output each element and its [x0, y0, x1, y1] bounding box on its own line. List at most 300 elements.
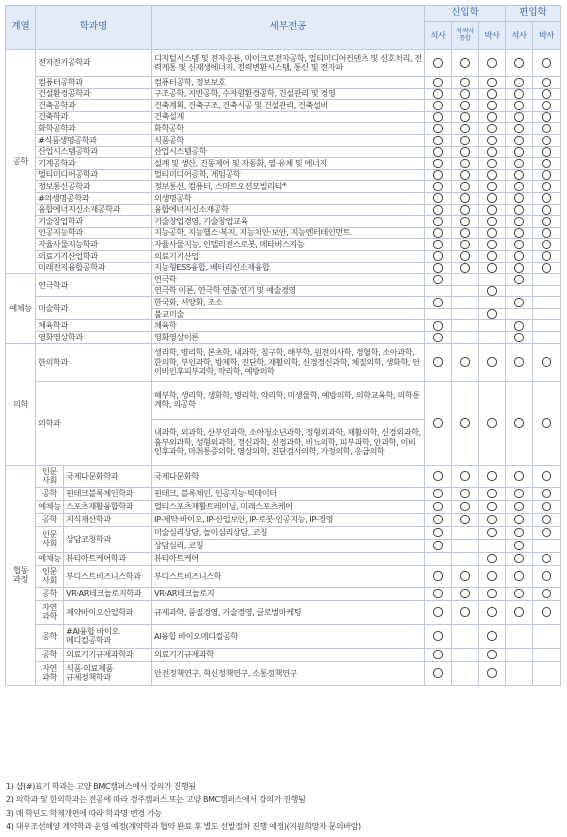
circle-mark-icon — [460, 571, 470, 581]
circle-mark-icon — [487, 528, 497, 538]
detail-cell: 의료기기규제과학 — [152, 648, 425, 661]
circle-mark-icon — [433, 124, 443, 134]
circle-mark-icon — [542, 263, 552, 273]
table-row — [6, 123, 561, 135]
category-cell: 공학 — [6, 50, 36, 274]
circle-mark-icon — [487, 89, 497, 99]
availability-cell — [452, 297, 479, 309]
availability-cell — [479, 285, 506, 297]
availability-cell — [533, 181, 561, 193]
circle-mark-icon — [514, 136, 524, 146]
availability-cell — [425, 88, 452, 100]
availability-cell — [533, 600, 561, 624]
circle-mark-icon — [460, 589, 470, 599]
table-row — [6, 250, 561, 262]
availability-cell — [425, 181, 452, 193]
major-cell: 건설환경공학과 — [36, 88, 152, 100]
availability-cell — [506, 146, 533, 158]
availability-cell — [425, 500, 452, 513]
circle-mark-icon — [514, 124, 524, 134]
availability-cell — [452, 552, 479, 565]
table-row — [6, 661, 561, 685]
availability-cell — [479, 297, 506, 309]
circle-mark-icon — [542, 607, 552, 617]
detail-cell: 컴퓨터공학, 정보보호 — [152, 77, 425, 89]
table-row — [6, 50, 561, 77]
availability-cell — [506, 158, 533, 170]
table-row — [6, 624, 561, 648]
circle-mark-icon — [487, 217, 497, 227]
circle-mark-icon — [542, 515, 552, 525]
availability-cell — [452, 624, 479, 648]
circle-mark-icon — [460, 147, 470, 157]
circle-mark-icon — [460, 471, 470, 481]
circle-mark-icon — [542, 554, 552, 564]
availability-cell — [533, 204, 561, 216]
major-cell: #식품생명공학과 — [36, 134, 152, 146]
availability-cell — [452, 320, 479, 332]
subcategory-cell: 공학 — [36, 648, 64, 661]
circle-mark-icon — [433, 321, 443, 331]
availability-cell — [452, 565, 479, 587]
major-cell: 미래전지융합공학과 — [36, 262, 152, 274]
circle-mark-icon — [487, 101, 497, 111]
availability-cell — [425, 192, 452, 204]
availability-cell — [533, 88, 561, 100]
major-cell: 자율사물지능학과 — [36, 239, 152, 251]
availability-cell — [533, 297, 561, 309]
availability-cell — [425, 274, 452, 286]
circle-mark-icon — [460, 217, 470, 227]
circle-mark-icon — [487, 205, 497, 215]
circle-mark-icon — [460, 170, 470, 180]
availability-cell — [533, 146, 561, 158]
header-master-transfer: 석사 — [506, 22, 533, 50]
availability-cell — [425, 343, 452, 381]
availability-cell — [452, 308, 479, 320]
availability-cell — [479, 146, 506, 158]
detail-cell: 체육학 — [152, 320, 425, 332]
table-row — [6, 77, 561, 89]
availability-cell — [506, 565, 533, 587]
availability-cell — [479, 134, 506, 146]
circle-mark-icon — [433, 502, 443, 512]
availability-cell — [533, 100, 561, 112]
table-row — [6, 381, 561, 419]
footnote: 2) 의학과 및 한의학과는 전공에 따라 경주캠퍼스 또는 고양 BMC캠퍼스에서 강의가 진행됨 — [6, 795, 306, 805]
circle-mark-icon — [433, 607, 443, 617]
availability-cell — [425, 587, 452, 600]
availability-cell — [533, 77, 561, 89]
availability-cell — [479, 262, 506, 274]
availability-cell — [506, 181, 533, 193]
availability-cell — [452, 146, 479, 158]
major-cell: 건축공학과 — [36, 100, 152, 112]
circle-mark-icon — [487, 502, 497, 512]
table-row — [6, 216, 561, 228]
circle-mark-icon — [514, 182, 524, 192]
availability-cell — [452, 262, 479, 274]
circle-mark-icon — [460, 182, 470, 192]
circle-mark-icon — [433, 89, 443, 99]
major-cell: 지식재산학과 — [64, 513, 152, 526]
availability-cell — [506, 552, 533, 565]
circle-mark-icon — [433, 515, 443, 525]
availability-cell — [425, 332, 452, 344]
circle-mark-icon — [542, 589, 552, 599]
availability-cell — [506, 381, 533, 465]
table-row — [6, 565, 561, 587]
circle-mark-icon — [514, 607, 524, 617]
circle-mark-icon — [514, 502, 524, 512]
availability-cell — [425, 465, 452, 487]
circle-mark-icon — [514, 298, 524, 308]
category-cell: 의학 — [6, 343, 36, 465]
circle-mark-icon — [514, 357, 524, 367]
availability-cell — [479, 500, 506, 513]
circle-mark-icon — [487, 286, 497, 296]
circle-mark-icon — [460, 89, 470, 99]
availability-cell — [479, 552, 506, 565]
major-cell: 의료기기산업학과 — [36, 250, 152, 262]
availability-cell — [479, 100, 506, 112]
availability-cell — [425, 50, 452, 77]
availability-cell — [506, 343, 533, 381]
availability-cell — [479, 274, 506, 286]
detail-cell: 지능공학, 지능헬스·복지, 지능치안·보안, 지능엔터테인먼트 — [152, 227, 425, 239]
header-new-student: 신입학 — [425, 6, 506, 22]
availability-cell — [533, 169, 561, 181]
footnotes — [6, 780, 561, 834]
availability-cell — [479, 526, 506, 539]
availability-cell — [506, 239, 533, 251]
circle-mark-icon — [542, 136, 552, 146]
major-cell: 산업시스템공학과 — [36, 146, 152, 158]
availability-cell — [479, 192, 506, 204]
major-cell: 체육학과 — [36, 320, 152, 332]
availability-cell — [452, 526, 479, 539]
detail-cell: 연극학 — [152, 274, 425, 286]
circle-mark-icon — [460, 357, 470, 367]
detail-cell: 멀티스포츠재활트레이닝, 미래스포츠케어 — [152, 500, 425, 513]
table-row — [6, 600, 561, 624]
availability-cell — [425, 539, 452, 552]
detail-cell: 생리학, 병리학, 본초학, 내과학, 침구학, 해부학, 원전의사학, 경혈학, 소아과학, 한의학, 부인과학, 방제학, 진단학, 재활의학, 신경정신과학, 체질의학, 생화학, 안이비인후피부과학, 약리학, 예방의학 — [152, 343, 425, 381]
availability-cell — [479, 332, 506, 344]
table-row — [6, 204, 561, 216]
circle-mark-icon — [514, 321, 524, 331]
circle-mark-icon — [542, 217, 552, 227]
circle-mark-icon — [433, 489, 443, 499]
availability-cell — [479, 587, 506, 600]
circle-mark-icon — [542, 528, 552, 538]
availability-cell — [533, 465, 561, 487]
availability-cell — [425, 262, 452, 274]
circle-mark-icon — [487, 589, 497, 599]
availability-cell — [479, 239, 506, 251]
circle-mark-icon — [487, 170, 497, 180]
table-row — [6, 227, 561, 239]
table-row — [6, 158, 561, 170]
availability-cell — [479, 343, 506, 381]
table-row — [6, 552, 561, 565]
detail-cell: 건축설계 — [152, 111, 425, 123]
availability-cell — [506, 227, 533, 239]
circle-mark-icon — [433, 205, 443, 215]
availability-cell — [506, 661, 533, 685]
availability-cell — [533, 285, 561, 297]
availability-cell — [506, 77, 533, 89]
availability-cell — [506, 50, 533, 77]
availability-cell — [452, 487, 479, 500]
table-row — [6, 88, 561, 100]
circle-mark-icon — [514, 489, 524, 499]
detail-cell: 한국화, 서양화, 조소 — [152, 297, 425, 309]
availability-cell — [425, 158, 452, 170]
table-row — [6, 239, 561, 251]
availability-cell — [452, 285, 479, 297]
availability-cell — [479, 50, 506, 77]
circle-mark-icon — [487, 515, 497, 525]
availability-cell — [533, 320, 561, 332]
circle-mark-icon — [460, 228, 470, 238]
availability-cell — [533, 648, 561, 661]
availability-cell — [425, 285, 452, 297]
availability-cell — [452, 192, 479, 204]
detail-cell: 정보통신, 컴퓨터, 스마트오션모빌리티⁴⁾ — [152, 181, 425, 193]
circle-mark-icon — [487, 193, 497, 203]
category-cell: 예체능 — [6, 274, 36, 344]
availability-cell — [479, 565, 506, 587]
availability-cell — [452, 216, 479, 228]
circle-mark-icon — [460, 251, 470, 261]
availability-cell — [425, 565, 452, 587]
circle-mark-icon — [487, 124, 497, 134]
availability-cell — [452, 100, 479, 112]
availability-cell — [479, 158, 506, 170]
circle-mark-icon — [433, 112, 443, 122]
availability-cell — [533, 539, 561, 552]
subcategory-cell: 공학 — [36, 624, 64, 648]
availability-cell — [479, 181, 506, 193]
circle-mark-icon — [487, 228, 497, 238]
detail-cell: 융합에너지신소재공학 — [152, 204, 425, 216]
circle-mark-icon — [487, 112, 497, 122]
table-row — [6, 134, 561, 146]
circle-mark-icon — [433, 78, 443, 88]
availability-cell — [506, 285, 533, 297]
availability-cell — [533, 111, 561, 123]
availability-cell — [506, 332, 533, 344]
circle-mark-icon — [514, 217, 524, 227]
availability-cell — [452, 77, 479, 89]
availability-cell — [452, 587, 479, 600]
major-cell: 인공지능학과 — [36, 227, 152, 239]
detail-cell: 의생명공학 — [152, 192, 425, 204]
availability-cell — [452, 88, 479, 100]
circle-mark-icon — [433, 217, 443, 227]
table-row — [6, 587, 561, 600]
availability-cell — [533, 487, 561, 500]
circle-mark-icon — [433, 333, 443, 343]
circle-mark-icon — [487, 159, 497, 169]
major-cell: 건축학과 — [36, 111, 152, 123]
header-transfer: 편입학 — [506, 6, 561, 22]
major-cell: 국제다문화학과 — [64, 465, 152, 487]
detail-cell: IP-제약·바이오, IP-산업보안, IP-로봇·인공지능, IP-경영 — [152, 513, 425, 526]
circle-mark-icon — [433, 101, 443, 111]
circle-mark-icon — [514, 112, 524, 122]
major-cell: 의학과 — [36, 381, 152, 465]
availability-cell — [425, 77, 452, 89]
detail-cell: 내과학, 외과학, 산부인과학, 소아청소년과학, 정형외과학, 재활의학, 신경외과학, 흉부외과학, 성형외과학, 정신과학, 신경과학, 비뇨의학, 피부과학, 안과학, 이비인후과학, 마취통증의학, 영상의학, 진단검사의학, 가정의학, 응급의학 — [152, 419, 425, 465]
circle-mark-icon — [460, 418, 470, 428]
circle-mark-icon — [460, 263, 470, 273]
availability-cell — [479, 308, 506, 320]
header-major: 학과명 — [36, 6, 152, 50]
availability-cell — [452, 661, 479, 685]
major-cell: 상담코칭학과 — [64, 526, 152, 552]
subcategory-cell: 공학 — [36, 487, 64, 500]
circle-mark-icon — [487, 309, 497, 319]
circle-mark-icon — [433, 263, 443, 273]
circle-mark-icon — [433, 650, 443, 660]
header-master-new: 석사 — [425, 22, 452, 50]
major-cell: 미술학과 — [36, 297, 152, 320]
circle-mark-icon — [487, 607, 497, 617]
circle-mark-icon — [433, 418, 443, 428]
availability-cell — [452, 134, 479, 146]
circle-mark-icon — [433, 631, 443, 641]
circle-mark-icon — [460, 515, 470, 525]
availability-cell — [533, 526, 561, 539]
availability-cell — [533, 274, 561, 286]
availability-cell — [452, 158, 479, 170]
availability-cell — [533, 216, 561, 228]
circle-mark-icon — [433, 298, 443, 308]
circle-mark-icon — [433, 668, 443, 678]
circle-mark-icon — [514, 58, 524, 68]
availability-cell — [533, 661, 561, 685]
availability-cell — [452, 239, 479, 251]
availability-cell — [506, 648, 533, 661]
table-row — [6, 100, 561, 112]
availability-cell — [533, 624, 561, 648]
availability-cell — [479, 88, 506, 100]
availability-cell — [425, 648, 452, 661]
subcategory-cell: 인문 사회 — [36, 465, 64, 487]
table-row — [6, 648, 561, 661]
availability-cell — [452, 539, 479, 552]
detail-cell: 규제과학, 품질경영, 기술경영, 글로벌마케팅 — [152, 600, 425, 624]
circle-mark-icon — [433, 275, 443, 285]
circle-mark-icon — [487, 631, 497, 641]
availability-cell — [452, 250, 479, 262]
major-cell: VR·AR테크놀로지학과 — [64, 587, 152, 600]
detail-cell: 연극학 이론, 연극학 연출·연기 및 예술경영 — [152, 285, 425, 297]
circle-mark-icon — [433, 193, 443, 203]
table-row — [6, 169, 561, 181]
circle-mark-icon — [460, 240, 470, 250]
availability-cell — [479, 169, 506, 181]
availability-cell — [425, 134, 452, 146]
circle-mark-icon — [460, 124, 470, 134]
circle-mark-icon — [542, 147, 552, 157]
detail-cell: 디지털시스템 및 전자응용, 마이크로전자공학, 멀티미디어컨텐츠 및 신호처리, 전력계통 및 신재생에너지, 전력변환시스템, 통신 및 전자파 — [152, 50, 425, 77]
circle-mark-icon — [487, 571, 497, 581]
availability-cell — [533, 332, 561, 344]
circle-mark-icon — [514, 471, 524, 481]
availability-cell — [452, 500, 479, 513]
availability-cell — [506, 297, 533, 309]
table-row — [6, 262, 561, 274]
circle-mark-icon — [514, 263, 524, 273]
circle-mark-icon — [433, 571, 443, 581]
table-row — [6, 192, 561, 204]
major-cell: 뷰티아트케어학과 — [64, 552, 152, 565]
availability-cell — [533, 565, 561, 587]
availability-cell — [533, 381, 561, 465]
circle-mark-icon — [460, 502, 470, 512]
circle-mark-icon — [460, 78, 470, 88]
footnote: 4) 대우조선해양 계약학과 운영 예정(계약학과 협약 완료 후 별도 선발절차 진행 예정)(지원희망자 문의바람) — [6, 822, 361, 832]
availability-cell — [425, 146, 452, 158]
circle-mark-icon — [487, 136, 497, 146]
availability-cell — [452, 204, 479, 216]
availability-cell — [425, 513, 452, 526]
table-row — [6, 111, 561, 123]
circle-mark-icon — [433, 147, 443, 157]
availability-cell — [479, 648, 506, 661]
detail-cell: 식품공학 — [152, 134, 425, 146]
subcategory-cell: 예체능 — [36, 500, 64, 513]
availability-cell — [506, 216, 533, 228]
detail-cell: 구조공학, 지반공학, 수자원환경공학, 건설관리 및 경영 — [152, 88, 425, 100]
circle-mark-icon — [460, 136, 470, 146]
circle-mark-icon — [487, 489, 497, 499]
availability-cell — [506, 134, 533, 146]
availability-cell — [425, 308, 452, 320]
availability-cell — [533, 343, 561, 381]
availability-cell — [425, 169, 452, 181]
availability-cell — [452, 381, 479, 465]
subcategory-cell: 공학 — [36, 513, 64, 526]
major-cell: 연극학과 — [36, 274, 152, 297]
circle-mark-icon — [514, 170, 524, 180]
major-cell: 융합에너지신소재공학과 — [36, 204, 152, 216]
circle-mark-icon — [514, 251, 524, 261]
availability-cell — [452, 600, 479, 624]
availability-cell — [506, 624, 533, 648]
availability-cell — [506, 465, 533, 487]
availability-cell — [479, 465, 506, 487]
circle-mark-icon — [514, 89, 524, 99]
availability-cell — [533, 552, 561, 565]
availability-cell — [506, 100, 533, 112]
circle-mark-icon — [487, 668, 497, 678]
availability-cell — [479, 381, 506, 465]
subcategory-cell: 공학 — [36, 587, 64, 600]
availability-cell — [479, 320, 506, 332]
availability-cell — [425, 381, 452, 465]
detail-cell: 설계 및 생산, 진동제어 및 자동화, 열·유체 및 에너지 — [152, 158, 425, 170]
availability-cell — [452, 227, 479, 239]
availability-cell — [506, 308, 533, 320]
circle-mark-icon — [542, 571, 552, 581]
circle-mark-icon — [514, 528, 524, 538]
availability-cell — [452, 343, 479, 381]
table-row — [6, 343, 561, 381]
